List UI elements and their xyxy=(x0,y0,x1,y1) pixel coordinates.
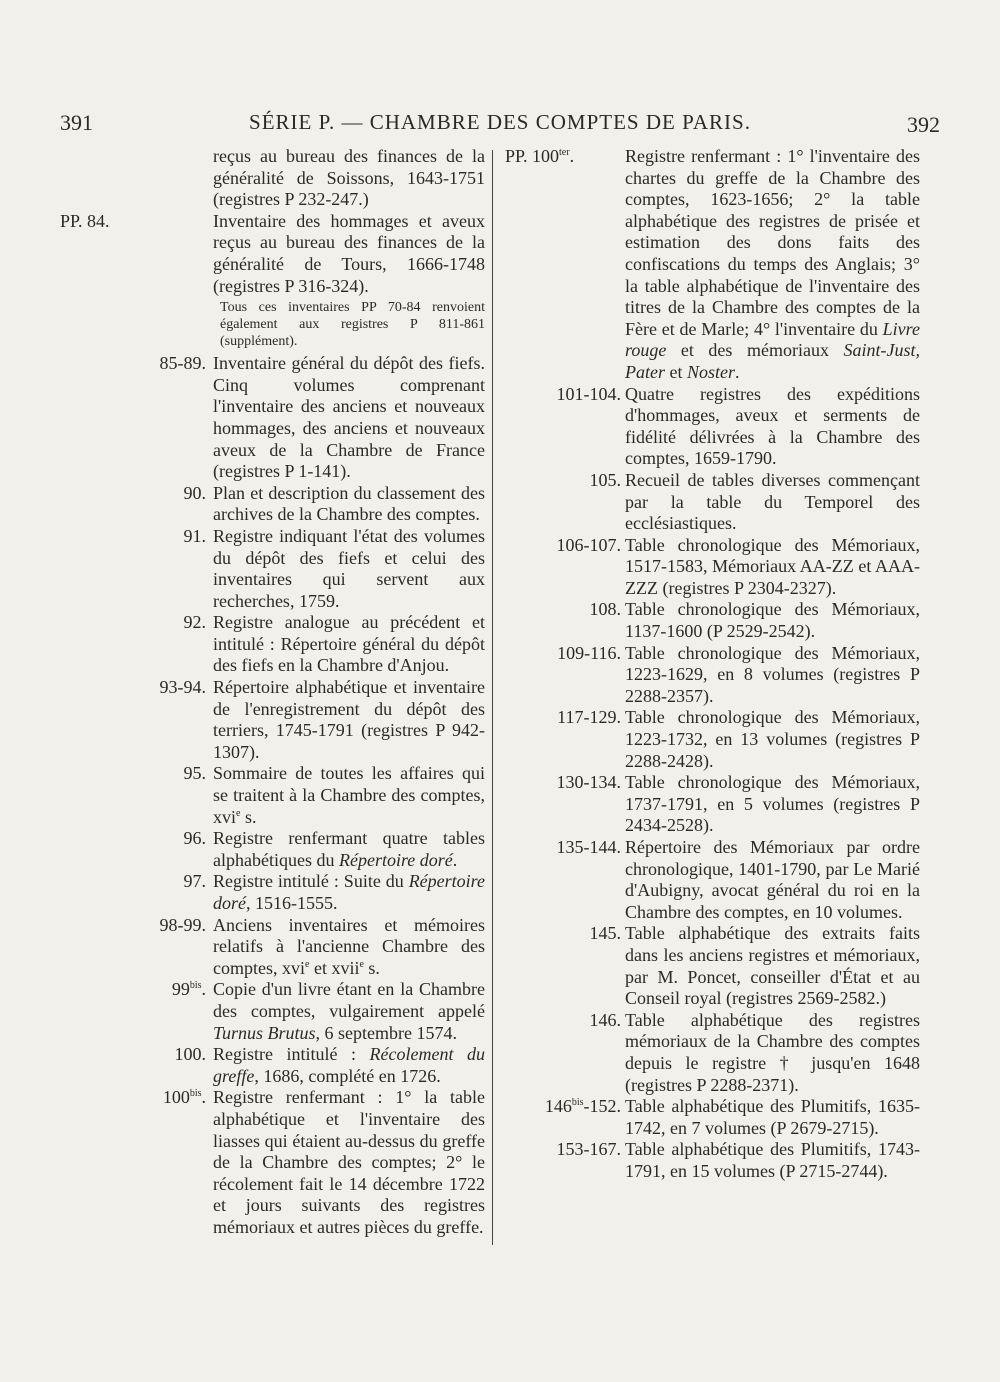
entry-ref: 108. xyxy=(589,599,621,620)
entry-ref: 130-134. xyxy=(556,772,621,793)
entry-text xyxy=(213,979,485,1044)
entry-135-144 xyxy=(505,837,920,923)
superscript: e xyxy=(236,807,241,819)
italic-title: Saint-Just, Pater xyxy=(625,340,920,382)
text-run: Copie d'un livre étant en la Chambre des comptes, vulgairement appelé xyxy=(213,979,485,1021)
entry-95 xyxy=(60,763,485,828)
entry-ref: 91. xyxy=(183,525,206,546)
text-run: Anciens inventaires et mémoires relatifs à l'ancienne Chambre des comptes, xvi xyxy=(213,914,485,978)
entry-pp-84 xyxy=(60,211,485,297)
entry-text: Table chronologique des Mémoriaux, 1223-1732, en 13 volumes (registres P 2288-2428). xyxy=(625,707,920,771)
entry-text: Registre renfermant : 1° la table alphabétique et l'inventaire des liasses qui étaient au-dessus du greffe de la Chambre des comptes; 2° le récolement fait le 14 décembre 1722 et jours suivants des registres mémoriaux et autres pièces du greffe. xyxy=(213,1087,485,1237)
entry-101-104 xyxy=(505,384,920,470)
text-run: et xvii xyxy=(309,957,360,978)
entry-text: Inventaire général du dépôt des fiefs. Cinq volumes comprenant l'inventaire des anciens et nouveaux hommages, des anciens et nouveaux aveux de la Chambre de France (registres P 1-141). xyxy=(213,353,485,482)
entry-85-89 xyxy=(60,353,485,483)
entry-ref: 97. xyxy=(183,871,206,892)
entry-106-107 xyxy=(505,535,920,600)
italic-title: Noster xyxy=(687,361,736,382)
superscript: bis xyxy=(571,1097,584,1109)
entry-ref: 146. xyxy=(589,1009,621,1030)
text-run: Registre intitulé : Suite du xyxy=(213,871,409,892)
entry-text: reçus au bureau des finances de la généralité de Soissons, 1643-1751 (registres P 232-247.) xyxy=(213,146,485,210)
column-divider xyxy=(492,150,493,1245)
entry-90 xyxy=(60,483,485,526)
superscript: e xyxy=(359,958,364,970)
entry-97 xyxy=(60,871,485,914)
italic-title: Répertoire doré xyxy=(338,849,453,870)
entry-text xyxy=(213,763,485,828)
text-run: et des mémoriaux xyxy=(666,340,844,361)
entry-100 xyxy=(60,1044,485,1087)
text-run: s. xyxy=(363,957,380,978)
entry-ref: 106-107. xyxy=(556,534,621,555)
entry-text: Répertoire des Mémoriaux par ordre chronologique, 1401-1790, par Le Marié d'Aubigny, avocat général du roi en la Chambre des comptes, en 10 volumes. xyxy=(625,837,920,922)
entry-117-129 xyxy=(505,707,920,772)
page-number-right: 392 xyxy=(907,112,940,137)
entry-text: Table chronologique des Mémoriaux, 1223-1629, en 8 volumes (registres P 2288-2357). xyxy=(625,642,920,706)
entry-ref: 117-129. xyxy=(557,707,621,728)
entry-ref xyxy=(505,1096,621,1118)
page-header xyxy=(60,106,940,138)
page-number-left: 391 xyxy=(60,110,93,135)
entry-145 xyxy=(505,923,920,1009)
ref-run: -152. xyxy=(583,1096,621,1117)
text-run: , 1686, complété en 1726. xyxy=(254,1065,441,1086)
entry-146-bis-152 xyxy=(505,1096,920,1139)
italic-title: Turnus Brutus xyxy=(213,1022,316,1043)
footnote-remark: Tous ces inventaires PP 70-84 renvoient également aux registres P 811-861 (supplément). xyxy=(220,300,485,350)
entry-ref: 145. xyxy=(589,923,621,944)
entry-text: Table alphabétique des Plumitifs, 1635-1742, en 7 volumes (P 2679-2715). xyxy=(625,1096,920,1138)
entry-146 xyxy=(505,1010,920,1096)
entry-153-167 xyxy=(505,1139,920,1182)
entry-ref: 109-116. xyxy=(557,642,621,663)
text-run: , 6 septembre 1574. xyxy=(315,1022,458,1043)
text-run: s. xyxy=(240,806,257,827)
entry-text: Registre analogue au précédent et intitulé : Répertoire général du dépôt des fiefs en la Chambre d'Anjou. xyxy=(213,612,485,676)
entry-continuation xyxy=(60,146,485,211)
ref-run: . xyxy=(201,979,206,1000)
entry-text: Table alphabétique des registres mémoriaux de la Chambre des comptes depuis le registre † jusqu'en 1648 (registres P 2288-2371). xyxy=(625,1009,920,1095)
entry-ref: 92. xyxy=(183,612,206,633)
ref-run: . xyxy=(201,1087,206,1108)
entry-text xyxy=(625,146,920,384)
entry-ref: 153-167. xyxy=(556,1139,621,1160)
entry-91 xyxy=(60,526,485,612)
text-run: . xyxy=(452,849,458,870)
entry-text: Table chronologique des Mémoriaux, 1137-1600 (P 2529-2542). xyxy=(625,599,920,642)
entry-ref: 135-144. xyxy=(556,837,621,857)
entry-108 xyxy=(505,599,920,642)
italic-title: Répertoire doré xyxy=(213,871,485,913)
entry-text: Répertoire alphabétique et inventaire de l'enregistrement du dépôt des terriers, 1745-1791 (registres P 942-1307). xyxy=(213,677,485,762)
right-column xyxy=(505,146,920,1183)
entry-ref: 95. xyxy=(183,763,206,784)
superscript: bis xyxy=(189,980,202,992)
entry-ref: 100. xyxy=(174,1044,206,1065)
ref-run: 99 xyxy=(171,979,190,1000)
running-title: SÉRIE P. — CHAMBRE DES COMPTES DE PARIS. xyxy=(249,110,751,134)
text-run: Registre renfermant quatre tables alphabétiques du xyxy=(213,828,485,870)
entry-text xyxy=(213,1044,485,1087)
entry-ref xyxy=(60,1087,206,1109)
superscript: e xyxy=(305,958,310,970)
entry-105 xyxy=(505,470,920,535)
ref-run: 100 xyxy=(162,1087,190,1108)
entry-92 xyxy=(60,612,485,677)
left-column xyxy=(60,146,485,1239)
entry-text: Registre indiquant l'état des volumes du dépôt des fiefs et celui des inventaires qui servent aux recherches, 1759. xyxy=(213,525,485,611)
entry-text: Inventaire des hommages et aveux reçus au bureau des finances de la généralité de Tours, 1666-1748 (registres P 316-324). xyxy=(213,210,485,296)
entry-text xyxy=(213,871,485,914)
entry-ref xyxy=(60,979,206,1001)
entry-ref: 90. xyxy=(183,482,206,503)
entry-text: Recueil de tables diverses commençant par la table du Temporel des ecclésiastiques. xyxy=(625,469,920,534)
text-run: , 1516-1555. xyxy=(246,893,338,913)
italic-title: Récolement du greffe xyxy=(213,1044,485,1086)
entry-93-94 xyxy=(60,677,485,763)
entry-text: Table alphabétique des Plumitifs, 1743-1791, en 15 volumes (P 2715-2744). xyxy=(625,1139,920,1181)
italic-title: Livre rouge xyxy=(625,318,920,361)
entry-ref: PP. 84. xyxy=(60,210,110,231)
entry-text xyxy=(213,828,485,871)
superscript: ter xyxy=(559,147,570,158)
entry-ref: 101-104. xyxy=(556,383,621,404)
entry-ref: 93-94. xyxy=(159,677,206,698)
entry-text: Table chronologique des Mémoriaux, 1517-1583, Mémoriaux AA-ZZ et AAA-ZZZ (registres P 2304-2327). xyxy=(625,534,920,598)
entry-130-134 xyxy=(505,772,920,837)
entry-109-116 xyxy=(505,643,920,708)
entry-100-bis xyxy=(60,1087,485,1238)
ref-run: PP. 100 xyxy=(505,146,560,166)
ref-run: 146 xyxy=(544,1096,572,1117)
entry-text: Plan et description du classement des archives de la Chambre des comptes. xyxy=(213,482,485,525)
ref-run: . xyxy=(569,146,575,166)
entry-text: Table alphabétique des extraits faits dans les anciens registres et mémoriaux, par M. Poncet, conseiller d'État et au Conseil royal (registres 2569-2582.) xyxy=(625,923,920,1009)
entry-ref xyxy=(505,146,621,168)
entry-ref: 105. xyxy=(589,469,621,490)
text-run: Registre intitulé : xyxy=(213,1044,370,1065)
entry-96 xyxy=(60,828,485,871)
entry-ref: 98-99. xyxy=(159,914,206,935)
entry-text: Quatre registres des expéditions d'hommages, aveux et serments de fidélité délivrées à la Chambre des comptes, 1659-1790. xyxy=(625,383,920,469)
text-run: Sommaire de toutes les affaires qui se traitent à la Chambre des comptes, xvi xyxy=(213,763,485,827)
text-run: Registre renfermant : 1° l'inventaire des chartes du greffe de la Chambre des comptes, 1623-1656; 2° la table alphabétique des registres de prisée et estimation des dons faits des confiscations du temps des Anglais; 3° la table alphabétique de l'inventaire des titres de la Chambre des comptes de la Fère et de Marle; 4° l'inventaire du xyxy=(625,146,920,339)
text-run: . xyxy=(735,361,740,382)
entry-99-bis xyxy=(60,979,485,1044)
entry-ref: 85-89. xyxy=(159,353,206,374)
entry-text: Table chronologique des Mémoriaux, 1737-1791, en 5 volumes (registres P 2434-2528). xyxy=(625,772,920,836)
superscript: bis xyxy=(189,1088,202,1100)
entry-98-99 xyxy=(60,915,485,980)
entry-ref: 96. xyxy=(183,828,206,849)
entry-text xyxy=(213,915,485,980)
text-run: et xyxy=(665,361,687,382)
entry-pp-100-ter xyxy=(505,146,920,384)
